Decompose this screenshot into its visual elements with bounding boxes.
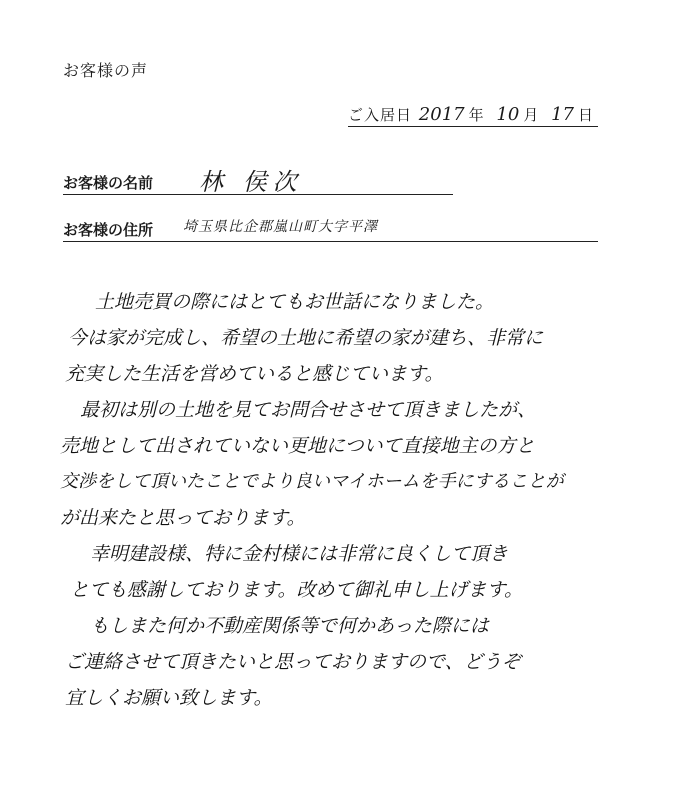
move-in-year: 2017 <box>418 104 465 125</box>
address-value: 埼玉県比企郡嵐山町大字平澤 <box>183 219 378 235</box>
move-in-day: 17 <box>551 104 575 125</box>
address-row <box>63 219 378 240</box>
move-in-underline <box>348 126 598 127</box>
move-in-label: ご入居日 <box>348 106 413 124</box>
move-in-year-unit: 年 <box>468 106 484 124</box>
message-line: 土地売買の際にはとてもお世話になりました。 <box>95 291 495 313</box>
message-line: が出来たと思っております。 <box>60 507 306 529</box>
name-label: お客様の名前 <box>63 174 154 192</box>
name-row <box>63 168 303 196</box>
message-line: 最初は別の土地を見てお問合せさせて頂きましたが、 <box>80 399 537 421</box>
message-line: 今は家が完成し、希望の土地に希望の家が建ち、非常に <box>68 327 544 349</box>
message-line: 充実した生活を営めていると感じています。 <box>65 363 444 385</box>
address-underline <box>63 241 598 242</box>
move-in-date <box>348 104 598 125</box>
name-underline <box>63 194 453 195</box>
move-in-day-unit: 日 <box>578 106 594 124</box>
message-line: 交渉をして頂いたことでより良いマイホームを手にすることが <box>60 471 564 492</box>
name-value: 林 侯次 <box>199 168 303 196</box>
form-title: お客様の声 <box>63 61 149 80</box>
message-line: 売地として出されていない更地について直接地主の方と <box>60 435 535 457</box>
message-line: 幸明建設様、特に金村様には非常に良くして頂き <box>90 543 509 565</box>
move-in-month-unit: 月 <box>523 106 539 124</box>
message-line: 宜しくお願い致します。 <box>65 687 273 709</box>
address-label: お客様の住所 <box>63 221 154 239</box>
message-line: ご連絡させて頂きたいと思っておりますので、どうぞ <box>65 651 521 673</box>
message-line: もしまた何か不動産関係等で何かあった際には <box>90 615 489 637</box>
handwritten-message <box>60 287 660 719</box>
move-in-month: 10 <box>496 104 520 125</box>
message-line: とても感謝しております。改めて御礼申し上げます。 <box>70 579 523 601</box>
